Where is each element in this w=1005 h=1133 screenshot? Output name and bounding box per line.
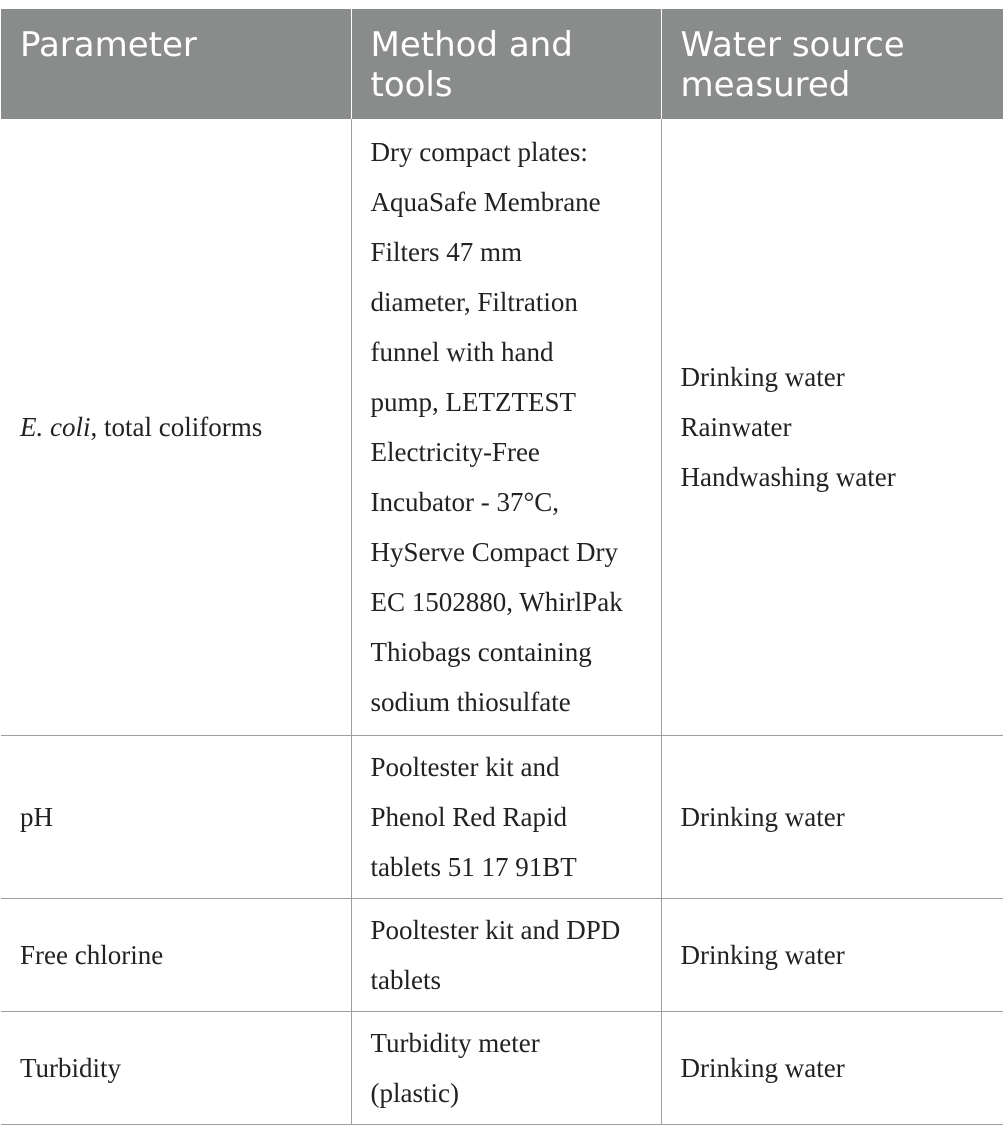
- header-line: Water source: [680, 25, 905, 65]
- cell-parameter: Turbidity: [1, 1012, 351, 1125]
- header-line: tools: [370, 65, 453, 105]
- method-line: Electricity-Free: [370, 437, 540, 467]
- cell-parameter: pH: [1, 736, 351, 899]
- method-line: sodium thiosulfate: [370, 687, 571, 717]
- method-line: Turbidity meter: [370, 1028, 540, 1058]
- method-line: Incubator - 37°C,: [370, 487, 559, 517]
- method-text: [371, 127, 642, 727]
- header-row: [1, 9, 1003, 119]
- parameter-italic: E. coli: [20, 412, 91, 442]
- table-header: [1, 9, 1003, 119]
- cell-method: [351, 899, 661, 1012]
- method-line: HyServe Compact Dry: [370, 537, 618, 567]
- cell-water-source: [661, 1012, 1003, 1125]
- source-line: Drinking water: [680, 1053, 845, 1083]
- source-line: Handwashing water: [680, 462, 896, 492]
- method-line: EC 1502880, WhirlPak: [370, 587, 623, 617]
- table-row: [1, 1012, 1003, 1125]
- cell-water-source: [661, 736, 1003, 899]
- method-line: pump, LETZTEST: [370, 387, 576, 417]
- method-line: Pooltester kit and DPD: [370, 915, 621, 945]
- cell-parameter: Free chlorine: [1, 899, 351, 1012]
- parameter-rest: , total coliforms: [90, 412, 263, 442]
- method-line: (plastic): [370, 1078, 459, 1108]
- table-row: [1, 119, 1003, 736]
- header-parameter: [1, 9, 351, 119]
- table-row: [1, 736, 1003, 899]
- source-line: Drinking water: [680, 362, 845, 392]
- source-line: Drinking water: [680, 940, 845, 970]
- method-line: Phenol Red Rapid: [370, 802, 567, 832]
- cell-water-source: [661, 899, 1003, 1012]
- method-line: Thiobags containing: [370, 637, 592, 667]
- method-line: Dry compact plates:: [370, 137, 588, 167]
- header-line: measured: [680, 65, 851, 105]
- method-line: funnel with hand: [370, 337, 554, 367]
- source-line: Drinking water: [680, 802, 845, 832]
- method-line: tablets: [370, 965, 441, 995]
- method-line: diameter, Filtration: [370, 287, 578, 317]
- header-line: Parameter: [20, 25, 197, 65]
- cell-method: [351, 1012, 661, 1125]
- header-method-and-tools: [351, 9, 661, 119]
- method-line: Pooltester kit and: [370, 752, 560, 782]
- cell-method: [351, 736, 661, 899]
- header-water-source: [661, 9, 1003, 119]
- table-body: [1, 119, 1003, 1125]
- parameters-table: [1, 9, 1003, 1125]
- method-line: Filters 47 mm: [370, 237, 523, 267]
- table-row: [1, 899, 1003, 1012]
- source-line: Rainwater: [680, 412, 792, 442]
- cell-method: [351, 119, 661, 736]
- cell-parameter: [1, 119, 351, 736]
- cell-water-source: [661, 119, 1003, 736]
- method-line: tablets 51 17 91BT: [370, 852, 577, 882]
- method-line: AquaSafe Membrane: [370, 187, 601, 217]
- header-line: Method and: [370, 25, 573, 65]
